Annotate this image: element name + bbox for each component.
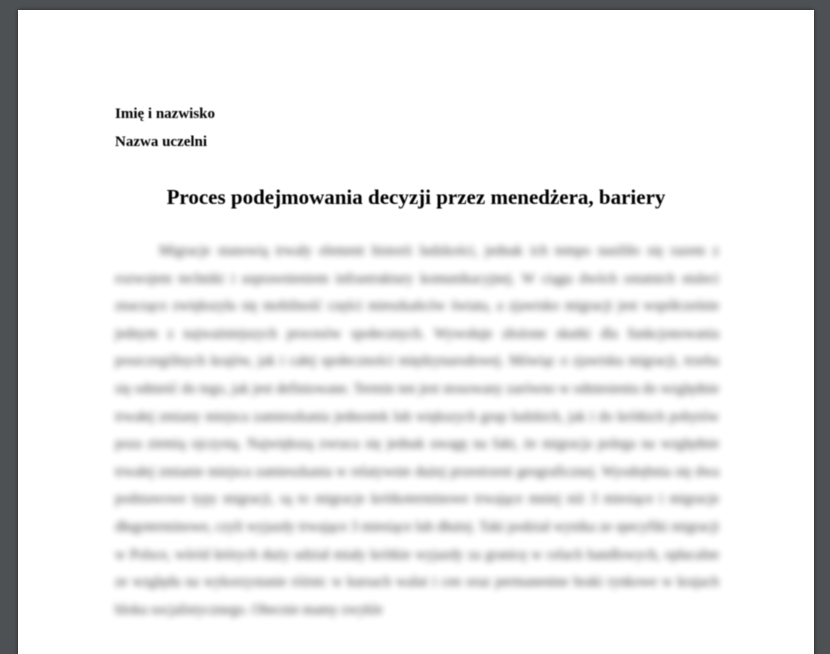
author-name: Imię i nazwisko bbox=[115, 106, 216, 122]
document-title: Proces podejmowania decyzji przez menedżera, bariery bbox=[166, 185, 666, 209]
document-page bbox=[18, 10, 814, 654]
body-paragraph: Migracje stanowią trwały element historii ludzkości, jednak ich tempo nasiliło się razem z rozwojem techniki i usprawnieniem infrastruktury komunikacyjnej. W ciągu dwóch ostatnich stuleci znacząco zwiększyła się mobilność części mieszkańców świata, a zjawisko migracji jest współcześnie jednym z najważniejszych procesów społecznych. Wywołuje złożone skutki dla funkcjonowania poszczególnych krajów, jak i całej społeczności międzynarodowej. Mówiąc o zjawisku migracji, trzeba się odnieść do tego, jak jest definiowane. Termin ten jest stosowany zarówno w odniesieniu do względnie trwałej zmiany miejsca zamieszkania jednostek lub większych grup ludzkich, jak i do krótkich pobytów poza ziemią ojczystą. Największą zwraca się jednak uwagę na fakt, że migracja polega na względnie trwałej zmianie miejsca zamieszkania w relatywnie dużej przestrzeni geograficznej. Wyodrębnia się dwa podstawowe typy migracji, są to migracje krótkoterminowe trwające mniej niż 3 miesiące i migracje długoterminowe, czyli wyjazdy trwające 3 miesiące lub dłużej. Taki podział wynika ze specyfiki migracji w Polsce, wśród których duży udział miały krótkie wyjazdy za granicę w celach handlowych, opłacalne ze względu na wykorzystanie różnic w kursach walut i cen oraz permanentne braki rynkowe w krajach bloku socjalistycznego. Obecnie mamy zwykle bbox=[115, 243, 719, 618]
university-name: Nazwa uczelni bbox=[115, 134, 208, 150]
